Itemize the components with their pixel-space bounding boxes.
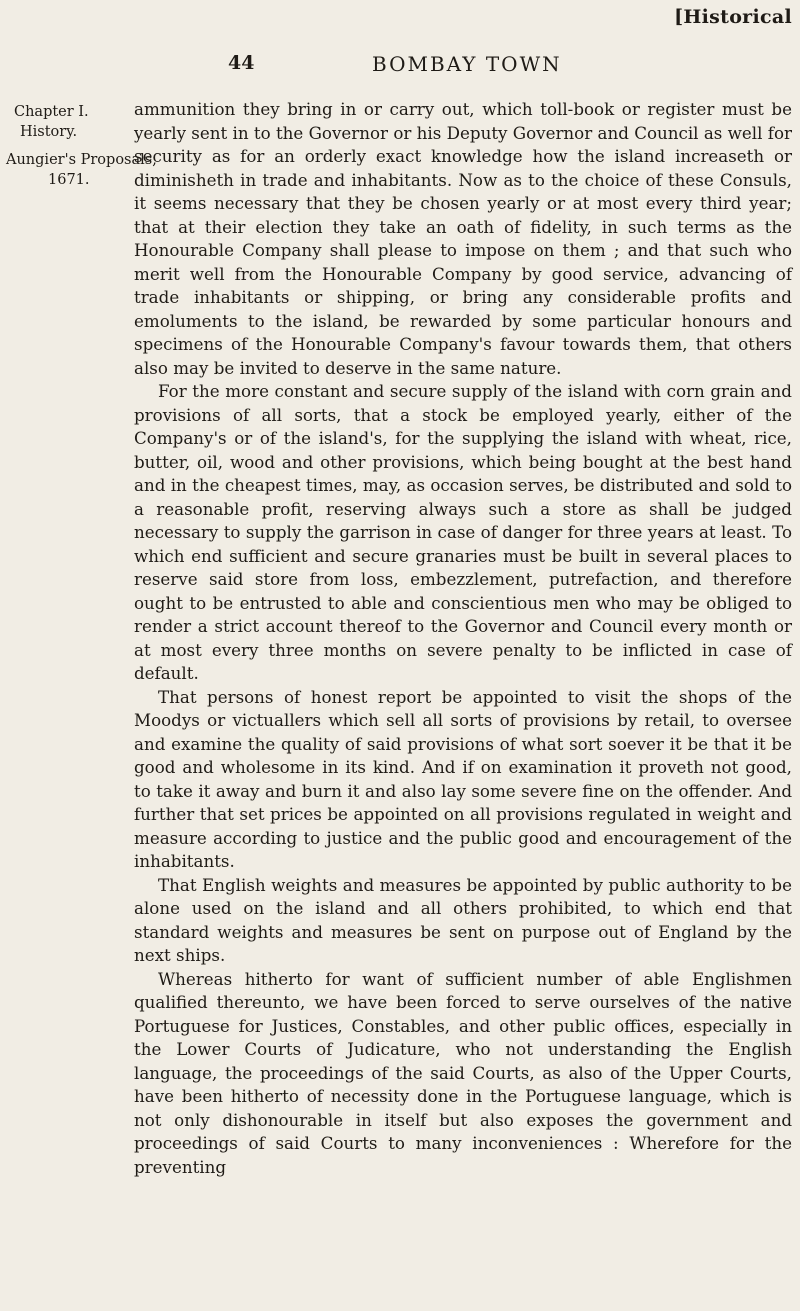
margin-notes [6,102,157,190]
paragraph: Whereas hitherto for want of sufficient number of able Englishmen qualified thereunto, we have been forced to serve ourselves of the native Portuguese for Justices, Constables, and other public offices, especially in the Lower Courts of Judicature, who not understanding the English language, the proceedings of the said Courts, as also of the Upper Courts, have been hitherto of necessity done in the Portuguese language, which is not only dishonourable in itself but also exposes the government and proceedings of said Courts to many inconveniences : Wherefore for the preventing [134,968,792,1177]
paragraph: For the more constant and secure supply of the island with corn grain and provisions of all sorts, that a stock be employed yearly, either of the Company's or of the island's, for the supplying the island with wheat, rice, butter, oil, wood and other provisions, which being bought at the best hand and in the cheapest times, may, as occasion serves, be distributed and sold to a reasonable profit, reserving always such a store as shall be judged necessary to supply the garrison in case of danger for three years at least. To which end sufficient and secure granaries must be built in several places to reserve said store from loss, embezzlement, putrefaction, and therefore ought to be entrusted to able and conscientious men who may be obliged to render a strict account thereof to the Governor and Council every month or at most every three months on severe penalty to be inflicted in case of default. [134,381,792,683]
running-header [0,52,800,78]
running-title: BOMBAY TOWN [372,52,562,76]
margin-chapter: Chapter I. [14,104,89,120]
margin-topic: Aungier's Proposals, [6,152,157,168]
section-tag: [Historical [674,6,792,28]
margin-year: 1671. [48,172,90,188]
paragraph: That persons of honest report be appointed to visit the shops of the Moodys or victuallers which sell all sorts of provisions by retail, to oversee and examine the quality of said provisions of what sort soever it be that it be good and wholesome in its kind. And if on examination it proveth not good, to take it away and burn it and also lay some severe fine on the offender. And further that set prices be appointed on all provisions regulated in weight and measure according to justice and the public good and encouragement of the inhabitants. [134,686,792,871]
margin-history: History. [20,124,78,140]
paragraph: That English weights and measures be appointed by public authority to be alone used on the island and all others prohibited, to which end that standard weights and measures be sent on purpose out of England by the next ships. [134,874,792,965]
body-text [134,98,792,1179]
page-number: 44 [228,52,255,74]
paragraph: ammunition they bring in or carry out, which toll-book or register must be yearly sent in to the Governor or his Deputy Governor and Council as well for security as for an orderly exact knowledge how the island increaseth or diminisheth in trade and inhabitants. Now as to the choice of these Consuls, it seems necessary that they be chosen yearly or at most every third year; that at their election they take an oath of fidelity, in such terms as the Honourable Company shall please to impose on them ; and that such who merit well from the Honourable Company by good service, advancing of trade inhabitants or shipping, or bring any considerable profits and emoluments to the island, be rewarded by some particular honours and specimens of the Honourable Company's favour towards them, that others also may be invited to deserve in the same nature. [134,99,792,378]
